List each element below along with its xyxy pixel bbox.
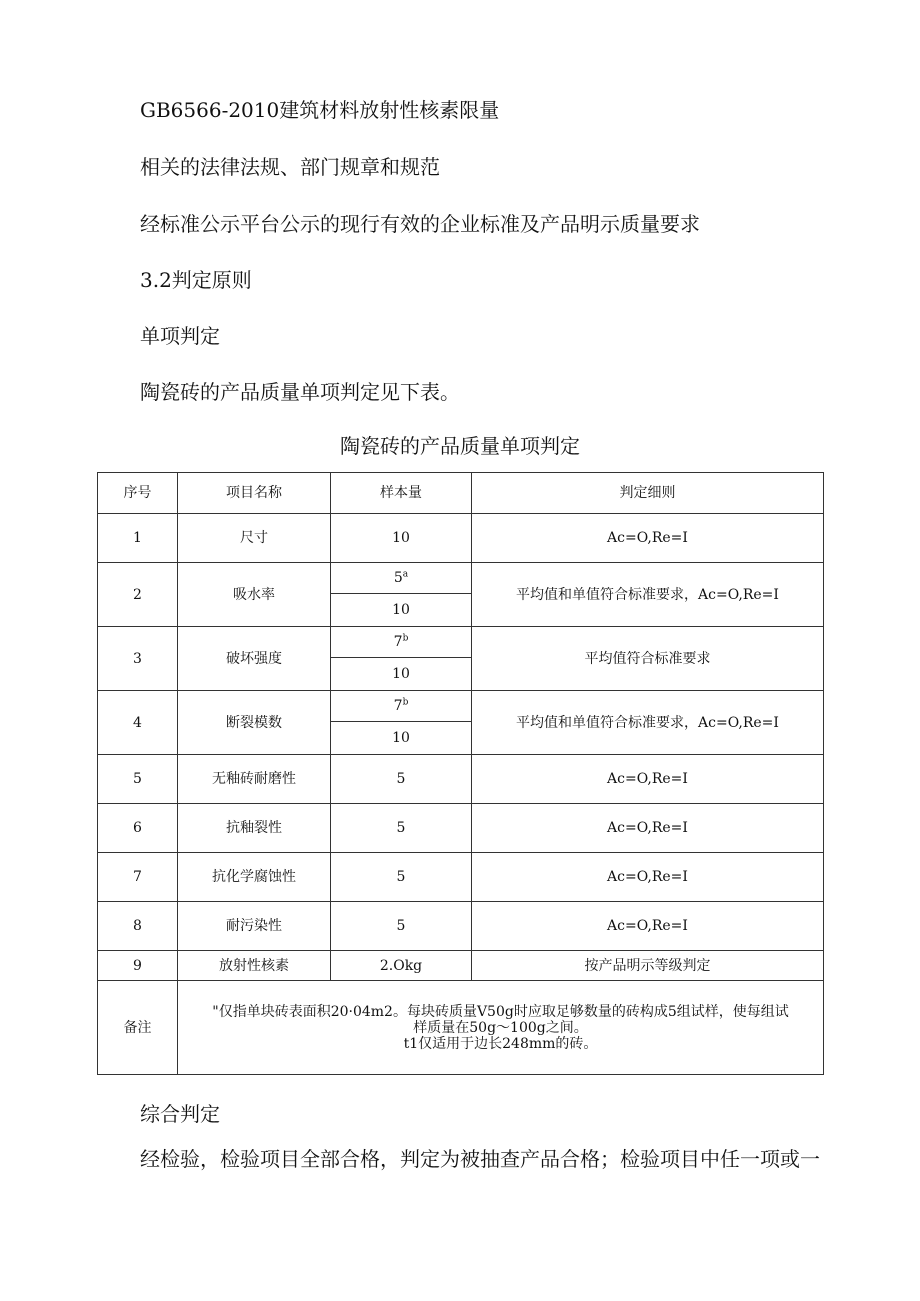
header-sample-size: 样本量 bbox=[331, 473, 472, 514]
cell-no: 2 bbox=[98, 563, 178, 627]
cell-item-name: 抗化学腐蚀性 bbox=[178, 853, 331, 902]
table-row bbox=[98, 755, 824, 804]
table-row bbox=[98, 804, 824, 853]
cell-item-name: 放射性核素 bbox=[178, 951, 331, 981]
table-row bbox=[98, 691, 824, 722]
cell-sample: 2.Okg bbox=[331, 951, 472, 981]
table-row bbox=[98, 902, 824, 951]
table-row bbox=[98, 853, 824, 902]
table-note-row bbox=[98, 981, 824, 1075]
cell-item-name: 抗釉裂性 bbox=[178, 804, 331, 853]
note-content bbox=[178, 981, 824, 1075]
judgement-table bbox=[97, 472, 824, 1075]
cell-rule: 平均值和单值符合标准要求，Ac=O,Re=I bbox=[472, 563, 824, 627]
cell-no: 1 bbox=[98, 514, 178, 563]
cell-rule: 平均值和单值符合标准要求，Ac=O,Re=I bbox=[472, 691, 824, 755]
header-item-name: 项目名称 bbox=[178, 473, 331, 514]
cell-sample: 5 bbox=[331, 804, 472, 853]
table-intro-text: 陶瓷砖的产品质量单项判定见下表。 bbox=[140, 380, 460, 404]
laws-regulations-reference: 相关的法律法规、部门规章和规范 bbox=[140, 155, 440, 179]
cell-sample-a bbox=[331, 627, 472, 658]
cell-rule: 按产品明示等级判定 bbox=[472, 951, 824, 981]
cell-sample: 5 bbox=[331, 902, 472, 951]
cell-item-name: 耐污染性 bbox=[178, 902, 331, 951]
footnote-marker: a bbox=[402, 569, 409, 580]
table-row bbox=[98, 514, 824, 563]
enterprise-standards-reference: 经标准公示平台公示的现行有效的企业标准及产品明示质量要求 bbox=[140, 212, 700, 236]
cell-sample: 10 bbox=[331, 514, 472, 563]
standard-reference-gb6566: GB6566-2010建筑材料放射性核素限量 bbox=[140, 98, 500, 122]
note-line-2: 样质量在50g～100g之间。 bbox=[413, 1019, 588, 1036]
subheading-single-item-judgement: 单项判定 bbox=[140, 324, 220, 348]
sample-value: 5 bbox=[393, 570, 403, 586]
cell-sample: 5 bbox=[331, 755, 472, 804]
sample-value: 7 bbox=[393, 698, 403, 714]
cell-sample-b: 10 bbox=[331, 658, 472, 691]
note-line-1: "仅指单块砖表面积20·04m2。每块砖质量V50g时应取足够数量的砖构成5组试样，使每组试 bbox=[212, 1003, 789, 1020]
cell-rule: Ac=O,Re=I bbox=[472, 514, 824, 563]
table-header-row bbox=[98, 473, 824, 514]
sample-value: 7 bbox=[393, 634, 403, 650]
cell-no: 5 bbox=[98, 755, 178, 804]
table-row bbox=[98, 627, 824, 658]
header-no: 序号 bbox=[98, 473, 178, 514]
cell-no: 9 bbox=[98, 951, 178, 981]
cell-no: 6 bbox=[98, 804, 178, 853]
footnote-marker: b bbox=[402, 697, 409, 708]
cell-rule: Ac=O,Re=I bbox=[472, 853, 824, 902]
heading-overall-judgement: 综合判定 bbox=[140, 1102, 220, 1126]
cell-sample: 5 bbox=[331, 853, 472, 902]
cell-rule: Ac=O,Re=I bbox=[472, 902, 824, 951]
cell-item-name: 无釉砖耐磨性 bbox=[178, 755, 331, 804]
overall-judgement-text: 经检验，检验项目全部合格，判定为被抽查产品合格；检验项目中任一项或一 bbox=[140, 1147, 820, 1171]
cell-item-name: 尺寸 bbox=[178, 514, 331, 563]
cell-sample-b: 10 bbox=[331, 594, 472, 627]
note-line-3: t1仅适用于边长248mm的砖。 bbox=[403, 1035, 598, 1052]
cell-no: 3 bbox=[98, 627, 178, 691]
section-heading-judgement-principle: 3.2判定原则 bbox=[140, 268, 252, 292]
note-label: 备注 bbox=[98, 981, 178, 1075]
cell-no: 8 bbox=[98, 902, 178, 951]
cell-rule: Ac=O,Re=I bbox=[472, 804, 824, 853]
table-row bbox=[98, 563, 824, 594]
cell-rule: 平均值符合标准要求 bbox=[472, 627, 824, 691]
cell-rule: Ac=O,Re=I bbox=[472, 755, 824, 804]
header-rule: 判定细则 bbox=[472, 473, 824, 514]
cell-item-name: 吸水率 bbox=[178, 563, 331, 627]
cell-sample-b: 10 bbox=[331, 722, 472, 755]
footnote-marker: b bbox=[402, 633, 409, 644]
table-caption: 陶瓷砖的产品质量单项判定 bbox=[340, 434, 580, 458]
cell-no: 7 bbox=[98, 853, 178, 902]
cell-item-name: 破坏强度 bbox=[178, 627, 331, 691]
cell-no: 4 bbox=[98, 691, 178, 755]
cell-sample-a bbox=[331, 563, 472, 594]
table-row bbox=[98, 951, 824, 981]
cell-sample-a bbox=[331, 691, 472, 722]
cell-item-name: 断裂模数 bbox=[178, 691, 331, 755]
